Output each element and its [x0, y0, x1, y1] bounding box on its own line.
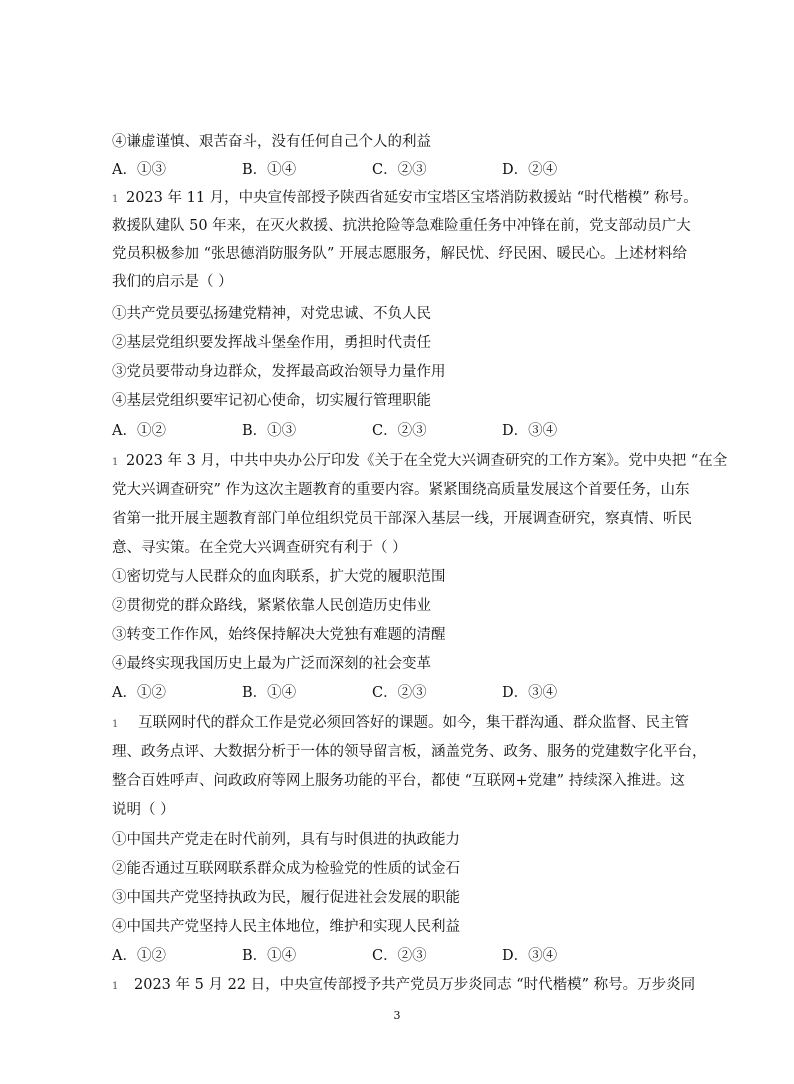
- question-stem-line: 1 2023 年 5 月 22 日，中央宣传部授予共产党员万步炎同志 “时代楷模” 称号。万步炎同: [112, 975, 695, 997]
- question-stem-line: 1 2023 年 3 月，中共中央办公厅印发《关于在全党大兴调查研究的工作方案》。党中央把 “在全: [112, 451, 727, 473]
- option-b: B．①④: [242, 948, 297, 964]
- question-stem-line: 省第一批开展主题教育部门单位组织党员干部深入基层一线，开展调查研究，察真情、听民: [112, 511, 692, 527]
- question-stem-line: 意、寻实策。在全党大兴调查研究有利于（ ）: [112, 540, 407, 556]
- question-stem-line: 整合百姓呼声、问政政府等网上服务功能的平台，都使 “互联网+党建” 持续深入推进。这: [112, 773, 685, 789]
- option-d: D．③④: [502, 948, 558, 964]
- option-c: C．②③: [372, 423, 427, 439]
- statement-4: ④基层党组织要牢记初心使命，切实履行管理职能: [112, 393, 431, 409]
- option-a: A．①②: [112, 948, 166, 964]
- statement-2: ②基层党组织要发挥战斗堡垒作用，勇担时代责任: [112, 335, 431, 351]
- question-stem-line: 我们的启示是（ ）: [112, 274, 233, 290]
- option-a: A．①②: [112, 685, 166, 701]
- statement-4: ④最终实现我国历史上最为广泛而深刻的社会变革: [112, 656, 431, 672]
- question-stem-line: 党大兴调查研究” 作为这次主题教育的重要内容。紧紧围绕高质量发展这个首要任务，山东: [112, 482, 690, 498]
- question-number: 1: [112, 457, 119, 468]
- question-number: 1: [112, 194, 119, 205]
- statement-1: ①共产党员要弘扬建党精神，对党忠诚、不负人民: [112, 306, 431, 322]
- option-c: C．②③: [372, 948, 427, 964]
- statement-1: ①密切党与人民群众的血肉联系，扩大党的履职范围: [112, 569, 446, 585]
- question-number: 1: [112, 981, 119, 992]
- question-stem-line: 1 2023 年 11 月，中央宣传部授予陕西省延安市宝塔区宝塔消防救援站 “时代楷模” 称号。: [112, 188, 698, 210]
- option-d: D．②④: [502, 162, 558, 178]
- option-statement-4: ④谦虚谨慎、艰苦奋斗，没有任何自己个人的利益: [112, 134, 431, 150]
- option-c: C．②③: [372, 685, 427, 701]
- option-b: B．①④: [242, 162, 297, 178]
- statement-2: ②贯彻党的群众路线，紧紧依靠人民创造历史伟业: [112, 598, 431, 614]
- option-c: C．②③: [372, 162, 427, 178]
- statement-3: ③中国共产党坚持执政为民，履行促进社会发展的职能: [112, 890, 460, 906]
- option-a: A．①③: [112, 162, 166, 178]
- statement-1: ①中国共产党走在时代前列，具有与时俱进的执政能力: [112, 832, 460, 848]
- statement-3: ③转变工作作风，始终保持解决大党独有难题的清醒: [112, 627, 446, 643]
- question-stem-line: 党员积极参加 “张思德消防服务队” 开展志愿服务，解民忧、纾民困、暖民心。上述材料给: [112, 246, 688, 262]
- question-stem-line: 说明（ ）: [112, 802, 175, 818]
- option-b: B．①③: [242, 423, 297, 439]
- option-d: D．③④: [502, 685, 558, 701]
- page-number: 3: [393, 1009, 401, 1022]
- statement-2: ②能否通过互联网联系群众成为检验党的性质的试金石: [112, 861, 460, 877]
- question-stem-line: 理、政务点评、大数据分析于一体的领导留言板，涵盖党务、政务、服务的党建数字化平台，: [112, 744, 707, 760]
- question-number: 1: [112, 719, 119, 730]
- statement-3: ③党员要带动身边群众，发挥最高政治领导力量作用: [112, 364, 446, 380]
- question-stem-line: 1 互联网时代的群众工作是党必须回答好的课题。如今，集干群沟通、群众监督、民主管: [112, 713, 689, 735]
- question-stem-line: 救援队建队 50 年来，在灭火救援、抗洪抢险等急难险重任务中冲锋在前，党支部动员广大: [112, 218, 691, 234]
- option-a: A．①②: [112, 423, 166, 439]
- statement-4: ④中国共产党坚持人民主体地位，维护和实现人民利益: [112, 919, 460, 935]
- option-d: D．③④: [502, 423, 558, 439]
- option-b: B．①④: [242, 685, 297, 701]
